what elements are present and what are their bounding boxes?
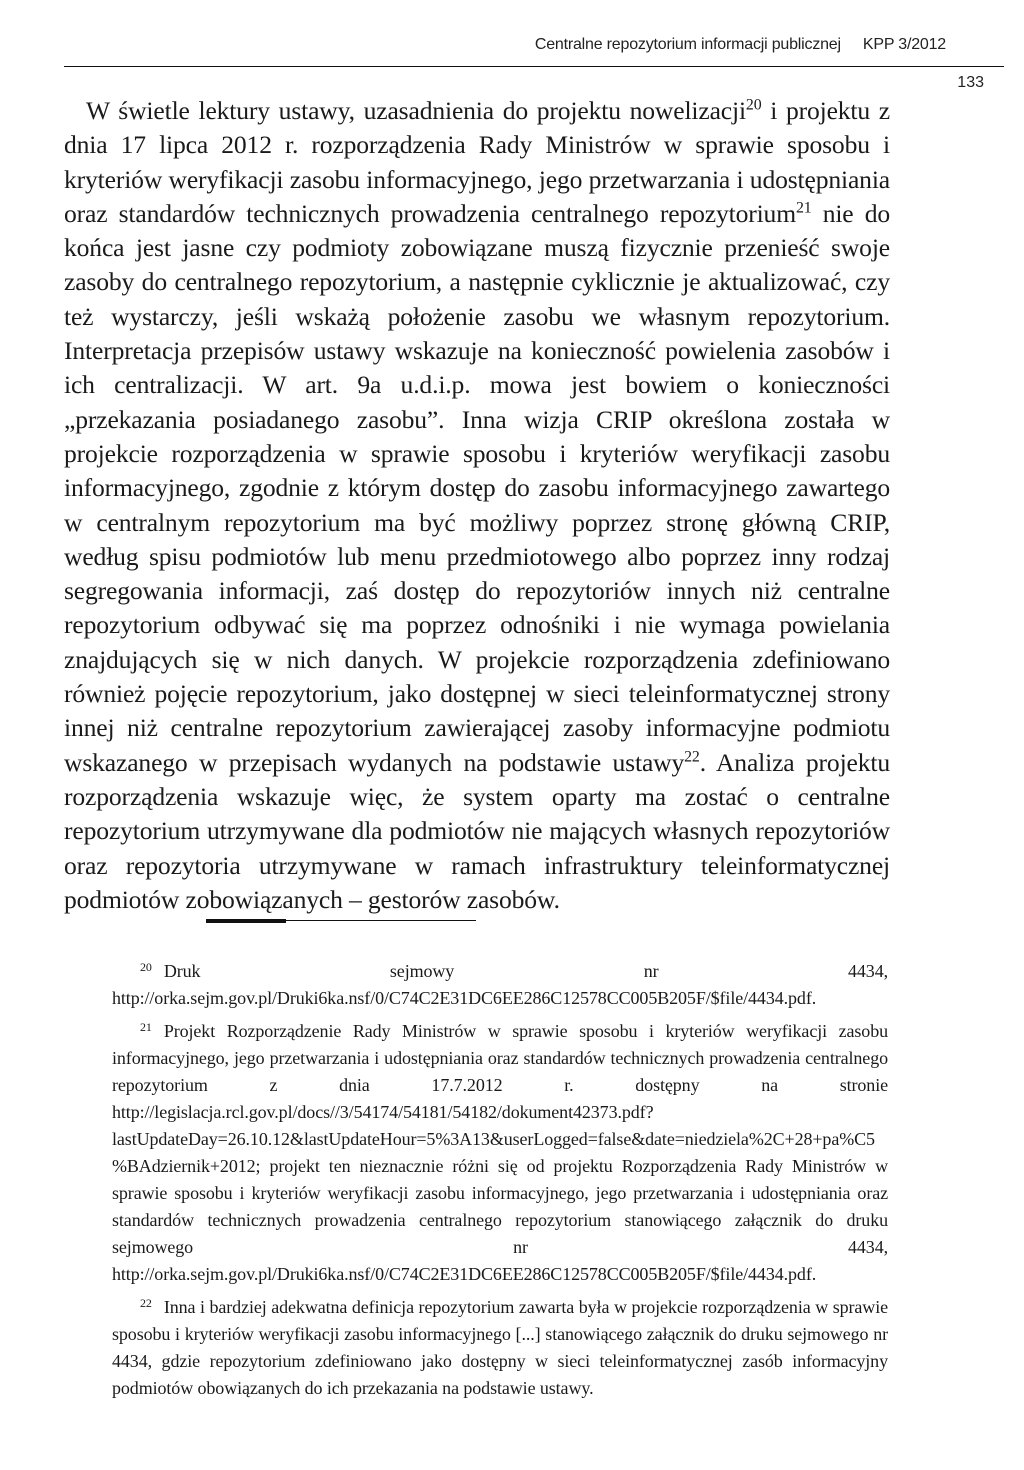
body-segment: W świetle lektury ustawy, uzasadnienia do projektu nowelizacji bbox=[86, 96, 746, 125]
footnote-ref-21[interactable]: 21 bbox=[795, 199, 812, 217]
footnote-separator bbox=[286, 920, 476, 921]
footnote-21 bbox=[112, 1018, 888, 1288]
body-segment: i projektu z dnia 17 lipca 2012 r. rozporządzenia Rady Ministrów w sprawie sposobu i kryteriów weryfikacji zasobu informacyjnego, jego przetwarzania i udostępniania oraz standardów technicznych prowadzenia centralnego repozytorium bbox=[64, 96, 890, 228]
body-segment: . Analiza projektu rozporządzenia wskazuje więc, że system oparty ma zostać o centralne repozytorium utrzymywane dla podmiotów nie mających własnych repozytoriów oraz repozytoria utrzymywane w ramach infrastruktury teleinformatycznej podmiotów zobowiązanych – gestorów zasobów. bbox=[64, 747, 890, 914]
footnote-text: Druk sejmowy nr 4434, http://orka.sejm.gov.pl/Druki6ka.nsf/0/C74C2E31DC6EE286C12578CC005B205F/$file/4434.pdf. bbox=[112, 961, 888, 1008]
footnote-20 bbox=[112, 958, 888, 1012]
page-number: 133 bbox=[957, 74, 984, 91]
footnote-number: 21 bbox=[140, 1020, 152, 1034]
footnote-ref-20[interactable]: 20 bbox=[745, 96, 762, 114]
running-title: Centralne repozytorium informacji publicznej bbox=[534, 36, 841, 53]
footnote-22 bbox=[112, 1294, 888, 1402]
footnote-number: 20 bbox=[140, 960, 152, 974]
footnote-number: 22 bbox=[140, 1296, 152, 1310]
footnote-ref-22[interactable]: 22 bbox=[684, 748, 700, 766]
body-paragraph bbox=[64, 94, 890, 917]
main-text bbox=[64, 94, 890, 917]
footnote-text: Inna i bardziej adekwatna definicja repozytorium zawarta była w projekcie rozporządzenia w sprawie sposobu i kryteriów weryfikacji zasobu informacyjnego [...] stanowiącego załącznik do druku sejmowego nr 4434, gdzie repozytorium zdefiniowano jako dostępny w sieci teleinformatycznej zasób informacyjny podmiotów obowiązanych do ich przekazania na podstawie ustawy. bbox=[112, 1297, 888, 1398]
footnote-separator-thick bbox=[206, 919, 286, 923]
running-header bbox=[535, 36, 946, 54]
footnote-text: Projekt Rozporządzenie Rady Ministrów w sprawie sposobu i kryteriów weryfikacji zasobu informacyjnego, jego przetwarzania i udostępniania oraz standardów technicznych prowadzenia centralnego repozytorium z dnia 17.7.2012 r. dostępny na stronie http://legislacja.rcl.gov.pl/docs//3/54174/54181/54182/dokument42373.pdf?lastUpdateDay=26.10.12&lastUpdateHour=5%3A13&userLogged=false&date=niedziela%2C+28+pa%C5%BAdziernik+2012; projekt ten nieznacznie różni się od projektu Rozporządzenia Rady Ministrów w sprawie sposobu i kryteriów weryfikacji zasobu informacyjnego, jego przetwarzania i udostępniania oraz standardów technicznych prowadzenia centralnego repozytorium stanowiącego załącznik do druku sejmowego nr 4434, http://orka.sejm.gov.pl/Druki6ka.nsf/0/C74C2E31DC6EE286C12578CC005B205F/$file/4434.pdf. bbox=[112, 1021, 888, 1284]
header-rule bbox=[64, 66, 1004, 67]
body-segment: nie do końca jest jasne czy podmioty zobowiązane muszą fizycznie przenieść swoje zasoby do centralnego repozytorium, a następnie cyklicznie je aktualizować, czy też wystarczy, jeśli wskażą położenie zasobu we własnym repozytorium. Interpretacja przepisów ustawy wskazuje na konieczność powielenia zasobów i ich centralizacji. W art. 9a u.d.i.p. mowa jest bowiem o konieczności „przekazania posiadanego zasobu”. Inna wizja CRIP określona została w projekcie rozporządzenia w sprawie sposobu i kryteriów weryfikacji zasobu informacyjnego, zgodnie z którym dostęp do zasobu informacyjnego zawartego w centralnym repozytorium ma być możliwy poprzez stronę główną CRIP, według spisu podmiotów lub menu przedmiotowego albo poprzez inny rodzaj segregowania informacji, zaś dostęp do repozytoriów innych niż centralne repozytorium odbywać się ma poprzez odnośniki i nie wymaga powielania znajdujących się w nich danych. W projekcie rozporządzenia zdefiniowano również pojęcie repozytorium, jako dostępnej w sieci teleinformatycznej strony innej niż centralne repozytorium zawierającej zasoby informacyjne podmiotu wskazanego w przepisach wydanych na podstawie ustawy bbox=[64, 198, 890, 777]
journal-issue: KPP 3/2012 bbox=[862, 36, 946, 53]
footnotes bbox=[112, 958, 888, 1408]
